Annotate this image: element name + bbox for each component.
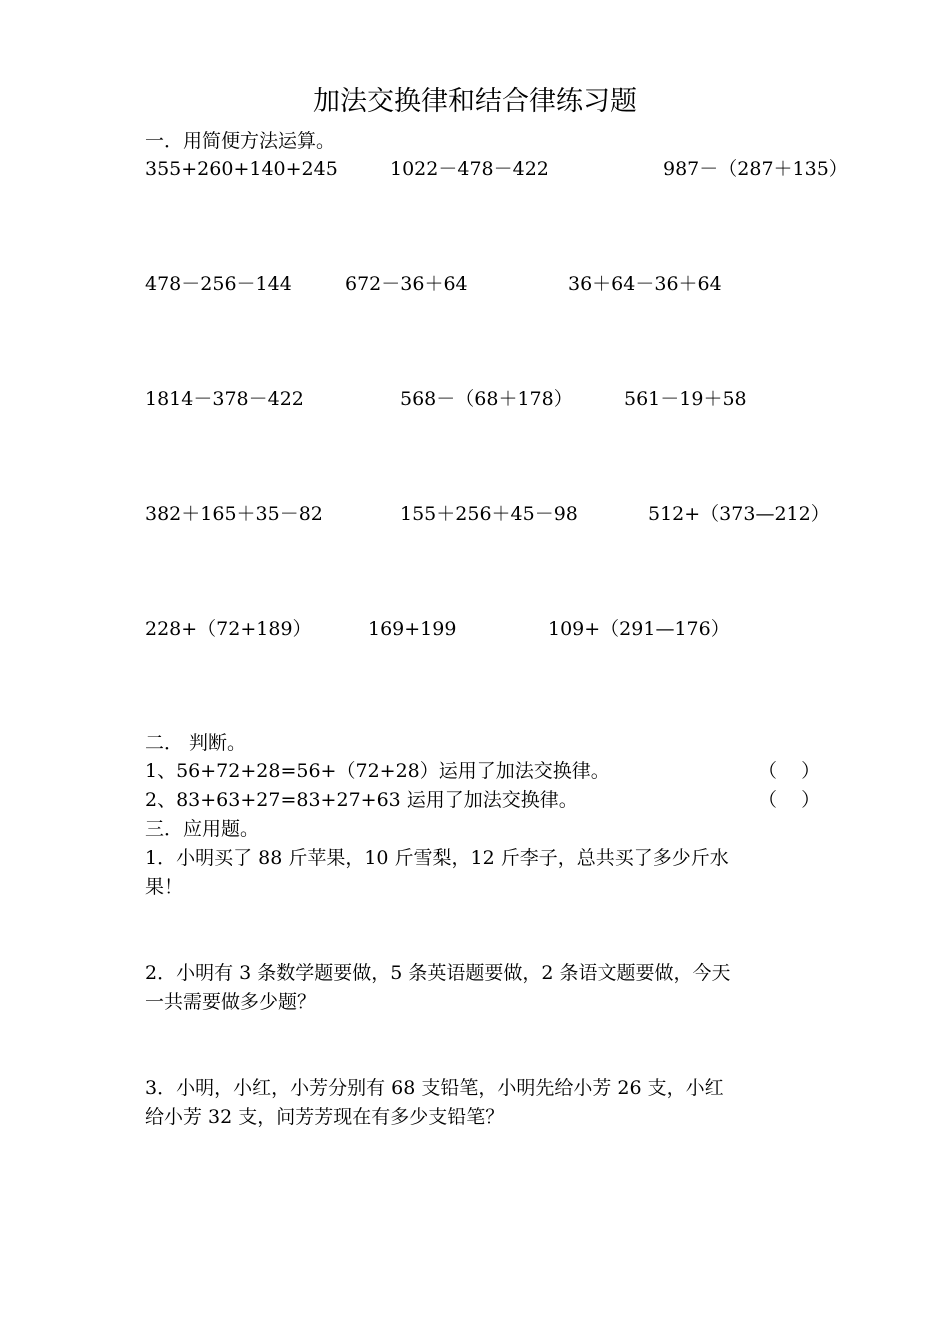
exercise: 169+199	[368, 618, 457, 640]
exercise: 512+（373—212）	[648, 503, 830, 525]
exercise: 478－256－144	[145, 273, 292, 295]
exercise: 36＋64－36＋64	[568, 273, 722, 295]
section-1-heading: 一．用简便方法运算。	[145, 130, 336, 152]
exercise: 1814－378－422	[145, 388, 304, 410]
exercise: 987－（287＋135）	[663, 158, 848, 180]
word-problem-line: 2．小明有 3 条数学题要做，5 条英语题要做，2 条语文题要做，今天	[145, 962, 731, 984]
exercise: 228+（72+189）	[145, 618, 312, 640]
exercise: 1022－478－422	[390, 158, 549, 180]
exercise: 109+（291—176）	[548, 618, 730, 640]
judgment-item: 1、56+72+28=56+（72+28）运用了加法交换律。	[145, 760, 610, 782]
answer-blank: （ ）	[758, 789, 821, 811]
page-title: 加法交换律和结合律练习题	[313, 86, 637, 117]
answer-blank: （ ）	[758, 760, 821, 782]
exercise: 155＋256＋45－98	[400, 503, 578, 525]
word-problem-line: 3．小明，小红，小芳分别有 68 支铅笔，小明先给小芳 26 支，小红	[145, 1077, 724, 1099]
section-2-heading: 二． 判断。	[145, 732, 247, 754]
word-problem-line: 一共需要做多少题？	[145, 991, 317, 1013]
exercise: 568－（68＋178）	[400, 388, 573, 410]
exercise: 561－19＋58	[624, 388, 747, 410]
word-problem-line: 1．小明买了 88 斤苹果，10 斤雪梨，12 斤李子，总共买了多少斤水	[145, 847, 729, 869]
exercise: 382＋165＋35－82	[145, 503, 323, 525]
section-3-heading: 三．应用题。	[145, 818, 260, 840]
exercise: 355+260+140+245	[145, 158, 338, 180]
exercise: 672－36＋64	[345, 273, 468, 295]
word-problem-line: 果！	[145, 876, 184, 898]
judgment-item: 2、83+63+27=83+27+63 运用了加法交换律。	[145, 789, 578, 811]
word-problem-line: 给小芳 32 支，问芳芳现在有多少支铅笔？	[145, 1106, 505, 1128]
